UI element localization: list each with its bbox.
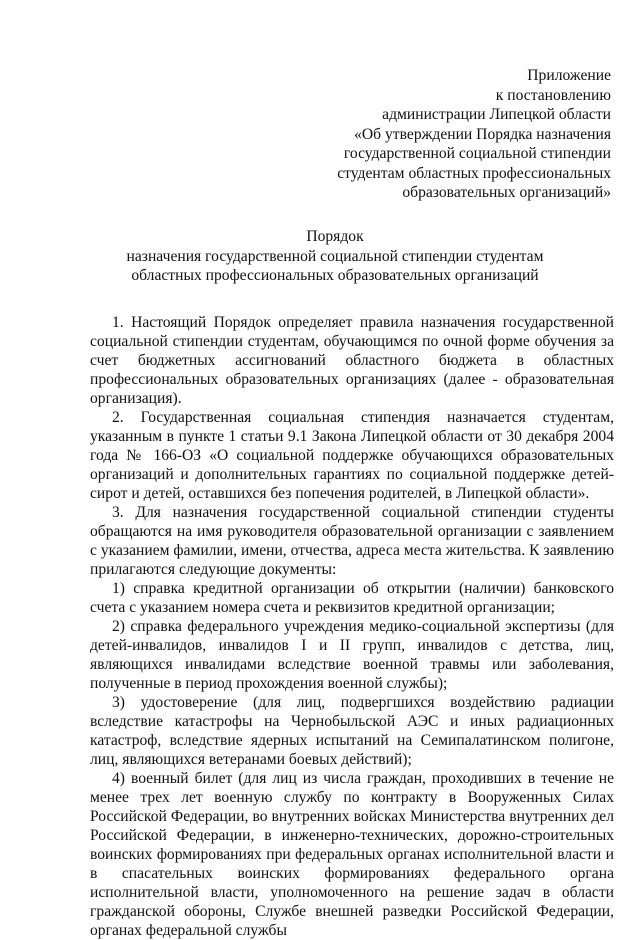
paragraph: 3. Для назначения государственной социальной стипендии студенты обращаются на имя руководителя образовательной организации с заявлением с указанием фамилии, имени, отчества, адреса места жительства. К заявлению прилагаются следующие документы:: [90, 504, 614, 578]
appendix-line: государственной социальной стипендии: [343, 145, 611, 162]
title-line: назначения государственной социальной стипендии студентам: [126, 247, 544, 265]
document-body: [90, 313, 614, 940]
list-item: 4) военный билет (для лиц из числа граждан, проходивших в течение не менее трех лет военную службу по контракту в Вооруженных Силах Российской Федерации, во внутренних войсках Министерства внутренних дел Российской Федерации, в инженерно-технических, дорожно-строительных воинских формированиях при федеральных органах исполнительной власти и в спасательных воинских формированиях федерального органа исполнительной власти, уполномоченного на решение задач в области гражданской обороны, Службе внешней разведки Российской Федерации, органах федеральной службы: [90, 770, 614, 939]
list-item: 2) справка федерального учреждения медико-социальной экспертизы (для детей-инвалидов, инвалидов I и II групп, инвалидов с детства, лиц, являющихся инвалидами вследствие военной травмы или заболевания, полученные в период прохождения военной службы);: [90, 618, 614, 692]
paragraph: 2. Государственная социальная стипендия назначается студентам, указанным в пункте 1 статьи 9.1 Закона Липецкой области от 30 декабря 2004 года № 166-ОЗ «О социальной поддержке обучающихся образовательных организаций и дополнительных гарантиях по социальной поддержке детей-сирот и детей, оставшихся без попечения родителей, в Липецкой области».: [90, 409, 614, 502]
list-item: 3) удостоверение (для лиц, подвергшихся воздействию радиации вследствие катастрофы на Чернобыльской АЭС и иных радиационных катастроф, вследствие ядерных испытаний на Семипалатинском полигоне, лиц, являющихся ветеранами боевых действий);: [90, 694, 614, 768]
appendix-line: к постановлению: [495, 86, 611, 104]
paragraph: 1. Настоящий Порядок определяет правила назначения государственной социальной стипендии студентам, обучающимся по очной форме обучения за счет бюджетных ассигнований областного бюджета в областных профессиональных образовательных организациях (далее - образовательная организация).: [90, 314, 614, 407]
title-heading: Порядок: [306, 228, 364, 245]
appendix-line: администрации Липецкой области: [382, 106, 611, 123]
appendix-line: студентам областных профессиональных: [337, 164, 611, 182]
document-title: [0, 227, 640, 286]
appendix-line: образовательных организаций»: [402, 184, 611, 201]
list-item: 1) справка кредитной организации об открытии (наличии) банковского счета с указанием номера счета и реквизитов кредитной организации;: [90, 580, 614, 616]
appendix-header: [281, 66, 611, 203]
title-line: областных профессиональных образовательных организаций: [131, 267, 539, 284]
appendix-line: Приложение: [527, 67, 611, 84]
appendix-line: «Об утверждении Порядка назначения: [354, 125, 611, 143]
